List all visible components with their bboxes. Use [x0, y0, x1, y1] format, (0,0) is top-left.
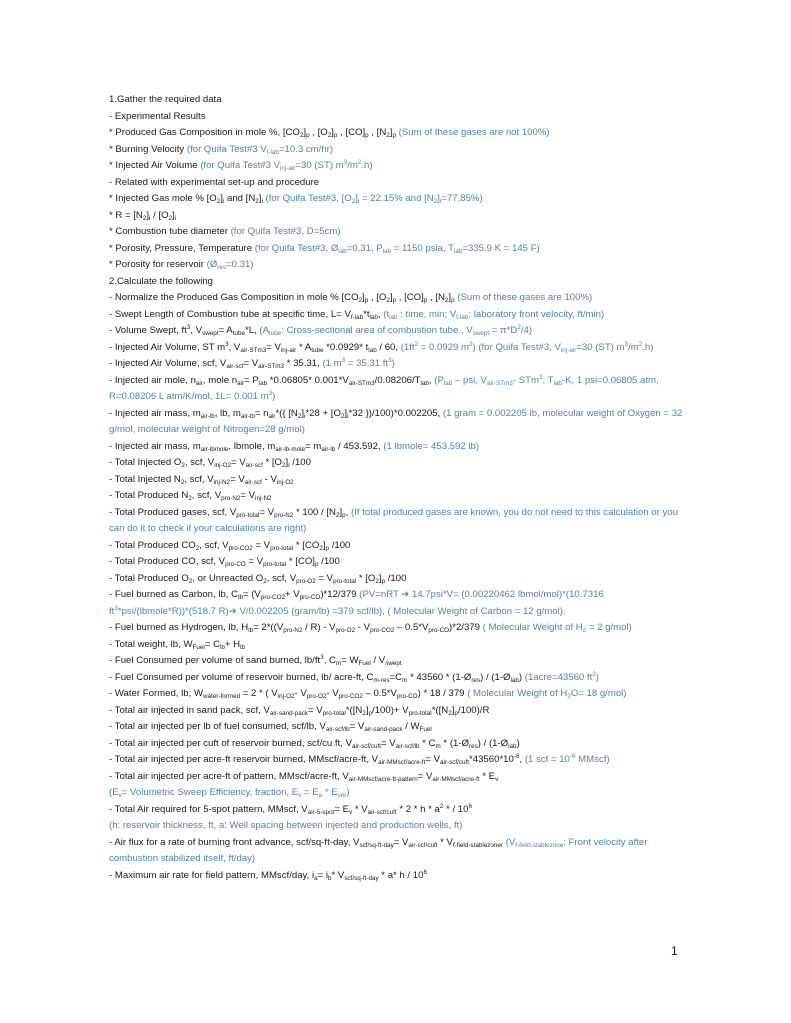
- text-line: - Total air injected per acre-ft reservoir burned, MMscf/acre-ft, $V_{air-MMscf/acre-ft}= V_{air-scf/cuft}*43560*10^{-6}$, (1 scf = $10^{-6}$ MMscf): [109, 753, 610, 766]
- text-line: - Injected air mass, $m_{air-lb}$, lb, $m_{air-lb}= n_{air}*$({ $[N_2]_i*28 + [O_2]_i*32$ })/100)*0.002205, (1 gram = 0.002205 lb, molecular weight of Oxygen = 32 g/mol, molecular weight of Nitrogen=28 g/mol): [109, 407, 683, 435]
- text-line: - Fuel Consumed per volume of sand burned, $lb/ft^3$, $C_m= W_{Fuel} / V_{swept}$: [109, 654, 402, 667]
- text-line: - Total air injected per cuft of reservoir burned, scf/cu ft, $V_{air-scf/cuft}= V_{air-scf/lb} * C_m$ * $(1-Ø_{res})$ / $(1-Ø_{lab})$: [109, 737, 520, 750]
- text-line: - Swept Length of Combustion tube at specific time, $L= V_{f-lab}*t_{lab}$, ($t_{lab}$ : time, min; $V_{f-lab}$: laboratory front velocity, ft/min): [109, 308, 605, 321]
- text-line: - Total Produced gases, scf, $V_{pro-total}= V_{pro-N2} * 100 / [N_2]_p$, (If total produced gases are known, you do not need to this calculation or you can do it to check if your calculations are right): [109, 506, 678, 534]
- text-line: - Injected air mass, $m_{air-lbmole}$, lbmole, $m_{air-lb-mole}= m_{air-lb} / 453.592$, (1 lbmole= 453.592 lb): [109, 440, 480, 453]
- text-line: - Total Injected $O_2$, scf, $V_{inj-O2}= V_{air-scf} * [O_2]_i$ /100: [109, 457, 311, 469]
- text-line: (h: reservoir thickness, ft, a: Well spacing between injected and production wells, ft): [109, 820, 463, 831]
- text-line: - Total Air required for 5-spot pattern, MMscf, $V_{air-5-spot}= E_v * V_{air-scf/cuft} * 2 * h * a^2$ * / $10^6$: [109, 802, 472, 816]
- text-line: - Fuel Consumed per volume of reservoir burned, lb/ acre-ft, $C_{m-res}=C_m * 43560$ * $(1-Ø_{res})$ / $(1-Ø_{lab})$ (1acre=43560 $ft^2$): [109, 670, 599, 684]
- text-line: - Water Formed, lb, $W_{water-formed} = 2$ * ( $V_{inj-O2}-$ $V_{pro-O2}-$ $V_{pro-CO2} - 0.5*V_{pro-CO}) * 18 / 379$ ( Molecular Weight of $H_2O= 18$ g/mol): [109, 688, 627, 700]
- text-line: - Related with experimental set-up and procedure: [109, 176, 320, 188]
- text-line: - Injected Air Volume, scf, $V_{air-scf}= V_{air-STm3} * 35.31$, (1 $m^3 = 35.31$ $ft^3$): [109, 357, 395, 370]
- text-line: - Maximum air rate for field pattern, MMscf/day, $i_a= i_b*$ $V_{scf/sq-ft-day} * a*$ h / $10^6$: [109, 868, 427, 882]
- text-line: ($E_v=$ Volumetric Sweep Efficiency, fraction, $E_v = E_a * E_{ver}$): [109, 787, 350, 799]
- text-line: - Air flux for a rate of burning front advance, scf/sq-ft-day, $V_{scf/sq-ft-day}= V_{air-scf/cuft} * V_{f-field-stablezoner}$ ($V_{f-field-stablezone}$: Front velocity after combustion stabilized itself, ft/day): [109, 836, 648, 864]
- text-line: * Porosity for reservoir $(Ø_{res}=0.31)$: [109, 259, 254, 271]
- text-line: 1.Gather the required data: [109, 94, 222, 105]
- text-line: - Normalize the Produced Gas Composition in mole % $[CO_2]_p$ , $[O_2]_p$ , $[CO]_p$ , $[N_2]_p$ (Sum of these gases are 100%): [109, 292, 593, 304]
- page-number: 1: [671, 944, 678, 958]
- text-line: * Injected Gas mole % $[O_2]_i$ and $[N_2]_i$ (for Quifa Test#3, $[O_2]_i = 22.15\%$ and $[N_2]_i=77.85\%$): [109, 193, 483, 205]
- text-line: - Total Injected $N_2$, scf, $V_{inj-N2}= V_{air-scf} - V_{inj-O2}$: [109, 473, 294, 486]
- text-line: - Total Produced $N_2$, scf, $V_{pro-N2}= V_{inj-N2}$: [109, 490, 272, 502]
- text-line: - Injected Air Volume, ST $m^3$, $V_{air-STm3}= V_{inj-air} * A_{tube}$ *0.0929* $t_{lab} / 60$, ($1ft^2 = 0.0929$ $m^2$) (for Quifa Test#3, $V_{inj-air}=30$ (ST) $m^3/m^2.h$): [109, 340, 654, 354]
- text-line: - Experimental Results: [109, 110, 206, 122]
- text-line: - Injected air mole, $n_{air}$, mole $n_{air}= P_{lab}$ *0.06805* $0.001*V_{air-STm3}/0.08206/T_{lab}$, ($P_{lab}$ – psi, $V_{air-STm3}-$ STm$^3$, $T_{lab}-K$, 1 psi=0.06805 atm, R=0.08206 L atm/K/mol, 1L= 0.001 $m^3$): [109, 373, 659, 402]
- text-line: - Total air injected in sand pack, scf, $V_{air-sand-pack}= V_{pro-total}*([N_2]_p/100)+ V_{pro-total}*([N_2]_p/100)/R$: [109, 704, 490, 717]
- text-line: - Total air injected per acre-ft of pattern, MMscf/acre-ft, $V_{air-MMscf/acre-ft-pattern}= V_{air-MMscf/acre-ft} * E_v$: [109, 770, 499, 783]
- text-line: * Combustion tube diameter (for Quifa Test#3, D=5cm): [109, 226, 341, 237]
- text-line: * Porosity, Pressure, Temperature (for Quifa Test#3, $Ø_{lab}=0.31$, $P_{lab} = 1150$ psia, $T_{lab}=335.9$ K = 145 F): [109, 242, 540, 255]
- text-line: - Fuel burned as Carbon, lb, $C_{lb}= (V_{pro-CO2}+ V_{pro-CO})*12/379$ (PV=nRT ➔ 14.7psi*V= (0.00220462 lbmol/mol)*(10.7316 $ft^3*psi/(lbmole*R))*(518.7$ R)➔ V/0.002205 (gram/lb) =379 scf/lb), ( Molecular Weight of Carbon = 12 g/mol).: [109, 589, 604, 617]
- text-line: * Produced Gas Composition in mole %, $[CO_2]_p$ , $[O_2]_p$ , $[CO]_p$ , $[N_2]_p$ (Sum of these gases are not 100%): [109, 127, 550, 139]
- text-line: * $R = [N_2]_i / [O_2]_i$: [109, 209, 177, 222]
- text-line: - Total Produced $CO_2$, scf, $V_{pro-CO2} = V_{pro-total} * [CO_2]_p$ /100: [109, 539, 351, 552]
- text-line: - Total weight, lb, $W_{Fuel}= C_{lb}+ H_{lb}$: [109, 638, 246, 651]
- text-line: 2.Calculate the following: [109, 275, 213, 287]
- text-line: * Burning Velocity (for Quifa Test#3 $V_{f-lab}=10.3$ cm/hr): [109, 143, 334, 156]
- text-line: - Volume Swept, $ft^3$, $V_{swept}= A_{tube}*L$, ($A_{tube}$: Cross-sectional area of combustion tube , $V_{swept} = \pi*D^2/4$): [109, 324, 533, 337]
- text-line: * Injected Air Volume (for Quifa Test#3 $V_{inj-air}=30$ (ST) $m^3/m^2.h$): [109, 159, 373, 172]
- text-line: - Fuel burned as Hydrogen, lb, $H_{lb}= 2*((V_{pro-N2} / R) - V_{pro-O2} - V_{pro-CO2} - 0.5*V_{pro-CO})*2/379$ ( Molecular Weight of $H_2 = 2$ g/mol): [109, 622, 632, 634]
- document-body: [109, 92, 684, 884]
- text-line: - Total Produced CO, scf, $V_{pro-CO} = V_{pro-total} * [CO]_p$ /100: [109, 556, 340, 568]
- text-line: - Total Produced $O_2$, or Unreacted $O_2$, scf, $V_{pro-O2} = V_{pro-total} * [O_2]_p$ /100: [109, 572, 407, 585]
- text-line: - Total air injected per lb of fuel consumed, scf/lb, $V_{air-scf/lb}= V_{air-sand-pack} / W_{Fuel}$: [109, 721, 432, 733]
